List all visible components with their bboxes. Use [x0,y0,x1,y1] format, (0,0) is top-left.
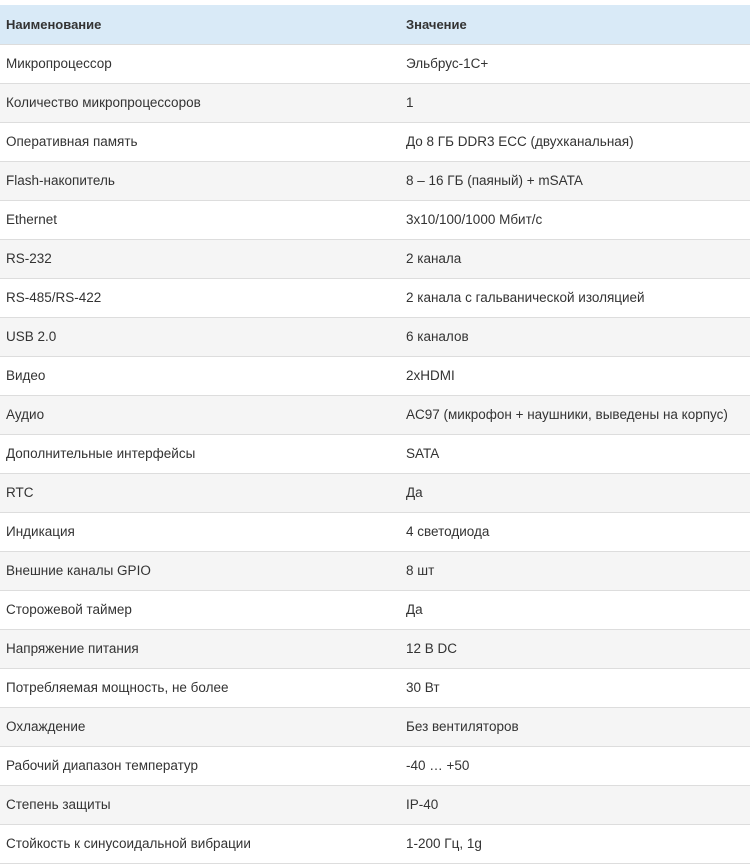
table-row [0,83,750,122]
table-row [0,239,750,278]
row-value-cell: Да [400,473,750,512]
table-row [0,122,750,161]
table-row [0,434,750,473]
table-row [0,824,750,863]
table-row [0,278,750,317]
table-header-row [0,5,750,44]
row-name-cell: RTC [0,473,400,512]
row-value-cell: 6 каналов [400,317,750,356]
row-value-cell: Без вентиляторов [400,707,750,746]
table-row [0,629,750,668]
row-value-cell: 1-200 Гц, 1g [400,824,750,863]
row-name-cell: Внешние каналы GPIO [0,551,400,590]
row-name-cell: Рабочий диапазон температур [0,746,400,785]
row-name-cell: Стойкость к синусоидальной вибрации [0,824,400,863]
row-name-cell: Flash-накопитель [0,161,400,200]
row-name-cell: Степень защиты [0,785,400,824]
row-name-cell: Индикация [0,512,400,551]
table-row [0,551,750,590]
row-name-cell: Микропроцессор [0,44,400,83]
table-row [0,590,750,629]
table-row [0,44,750,83]
table-row [0,746,750,785]
row-name-cell: Дополнительные интерфейсы [0,434,400,473]
table-row [0,707,750,746]
row-value-cell: -40 … +50 [400,746,750,785]
row-name-cell: USB 2.0 [0,317,400,356]
row-value-cell: 8 – 16 ГБ (паяный) + mSATA [400,161,750,200]
row-value-cell: 4 светодиода [400,512,750,551]
row-name-cell: Ethernet [0,200,400,239]
row-value-cell: 8 шт [400,551,750,590]
table-row [0,785,750,824]
row-value-cell: Да [400,590,750,629]
table-body [0,44,750,863]
spec-table [0,5,750,864]
row-name-cell: Оперативная память [0,122,400,161]
row-value-cell: 2 канала [400,239,750,278]
row-name-cell: Количество микропроцессоров [0,83,400,122]
row-name-cell: Потребляемая мощность, не более [0,668,400,707]
row-value-cell: 2xHDMI [400,356,750,395]
table-row [0,668,750,707]
row-name-cell: Видео [0,356,400,395]
row-value-cell: Эльбрус-1С+ [400,44,750,83]
row-value-cell: 1 [400,83,750,122]
row-name-cell: Напряжение питания [0,629,400,668]
table-row [0,473,750,512]
row-value-cell: 2 канала с гальванической изоляцией [400,278,750,317]
row-value-cell: 12 В DC [400,629,750,668]
row-name-cell: RS-485/RS-422 [0,278,400,317]
table-row [0,356,750,395]
row-value-cell: IP-40 [400,785,750,824]
table-row [0,395,750,434]
row-value-cell: AC97 (микрофон + наушники, выведены на корпус) [400,395,750,434]
table-row [0,161,750,200]
table-row [0,317,750,356]
row-value-cell: До 8 ГБ DDR3 ECC (двухканальная) [400,122,750,161]
row-value-cell: SATA [400,434,750,473]
row-value-cell: 30 Вт [400,668,750,707]
row-name-cell: RS-232 [0,239,400,278]
row-name-cell: Аудио [0,395,400,434]
row-value-cell: 3x10/100/1000 Мбит/с [400,200,750,239]
table-row [0,200,750,239]
header-value: Значение [400,5,750,44]
row-name-cell: Сторожевой таймер [0,590,400,629]
row-name-cell: Охлаждение [0,707,400,746]
table-row [0,512,750,551]
header-name: Наименование [0,5,400,44]
